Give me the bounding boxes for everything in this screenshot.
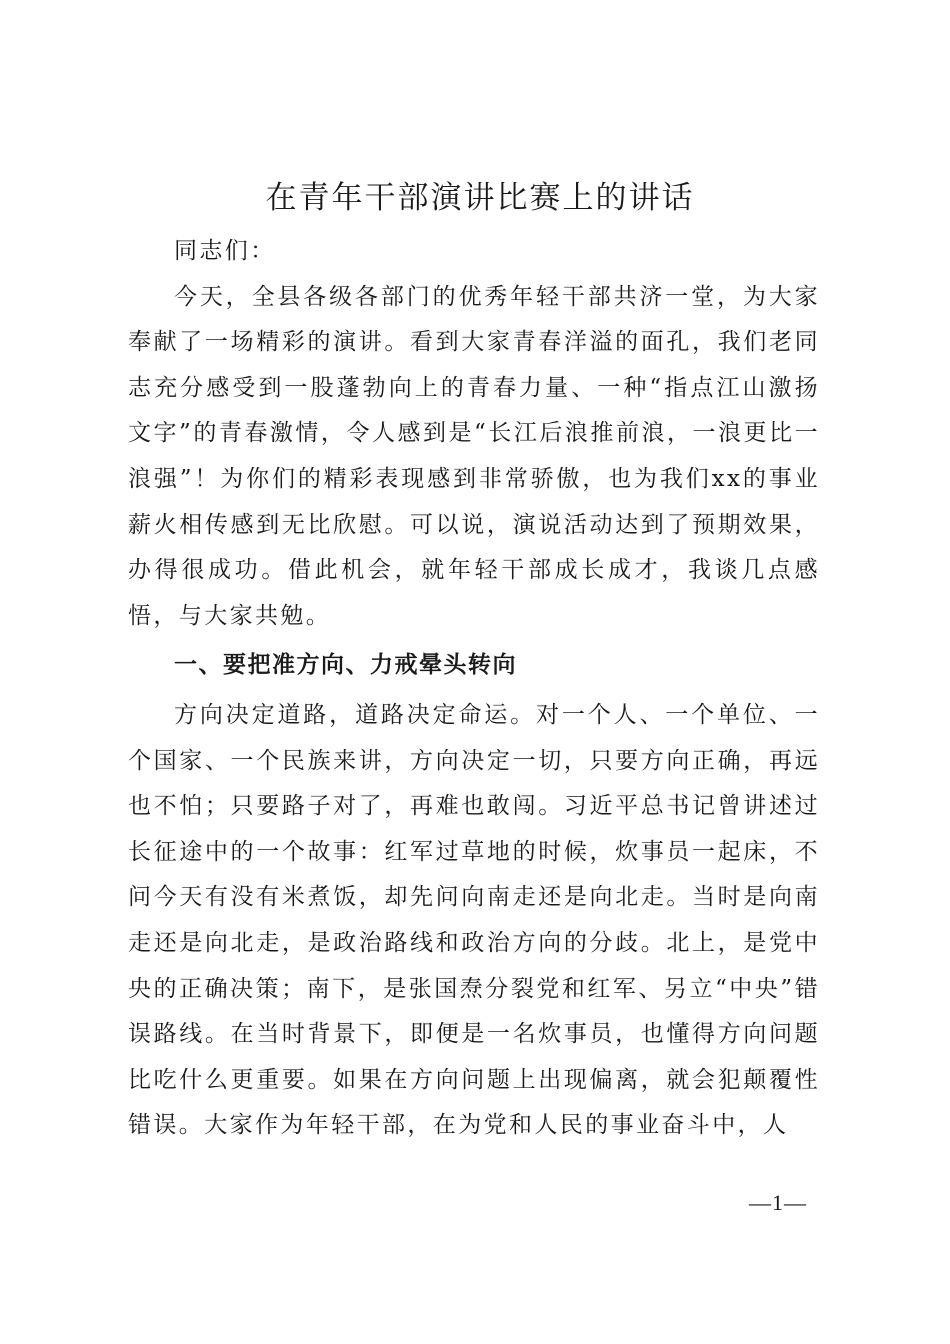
paragraph-section-1: 方向决定道路，道路决定命运。对一个人、一个单位、一个国家、一个民族来讲，方向决定一切，只要方向正确，再远也不怕；只要路子对了，再难也敢闯。习近平总书记曾讲述过长征途中的一个故事：红军过草地的时候，炊事员一起床，不问今天有没有米煮饭，却先问向南走还是向北走。当时是向南走还是向北走，是政治路线和政治方向的分歧。北上，是党中央的正确决策；南下，是张国焘分裂党和红军、另立“中央”错误路线。在当时背景下，即便是一名炊事员，也懂得方向问题比吃什么更重要。如果在方向问题上出现偏离，就会犯颠覆性错误。大家作为年轻干部，在为党和人民的事业奋斗中，人 (128, 701, 820, 1139)
page-number: —1— (749, 1190, 807, 1215)
document-body (128, 229, 820, 1149)
section-heading: 一、要把准方向、力戒晕头转向 (174, 652, 517, 679)
paragraph-intro: 今天，全县各级各部门的优秀年轻干部共济一堂，为大家奉献了一场精彩的演讲。看到大家青春洋溢的面孔，我们老同志充分感受到一股蓬勃向上的青春力量、一种“指点江山激扬文字”的青春激情，令人感到是“长江后浪推前浪，一浪更比一浪强”！为你们的精彩表现感到非常骄傲，也为我们xx的事业薪火相传感到无比欣慰。可以说，演说活动达到了预期效果，办得很成功。借此机会，就年轻干部成长成才，我谈几点感悟，与大家共勉。 (128, 283, 820, 629)
document-title: 在青年干部演讲比赛上的讲话 (265, 180, 695, 216)
salutation: 同志们： (174, 238, 276, 264)
